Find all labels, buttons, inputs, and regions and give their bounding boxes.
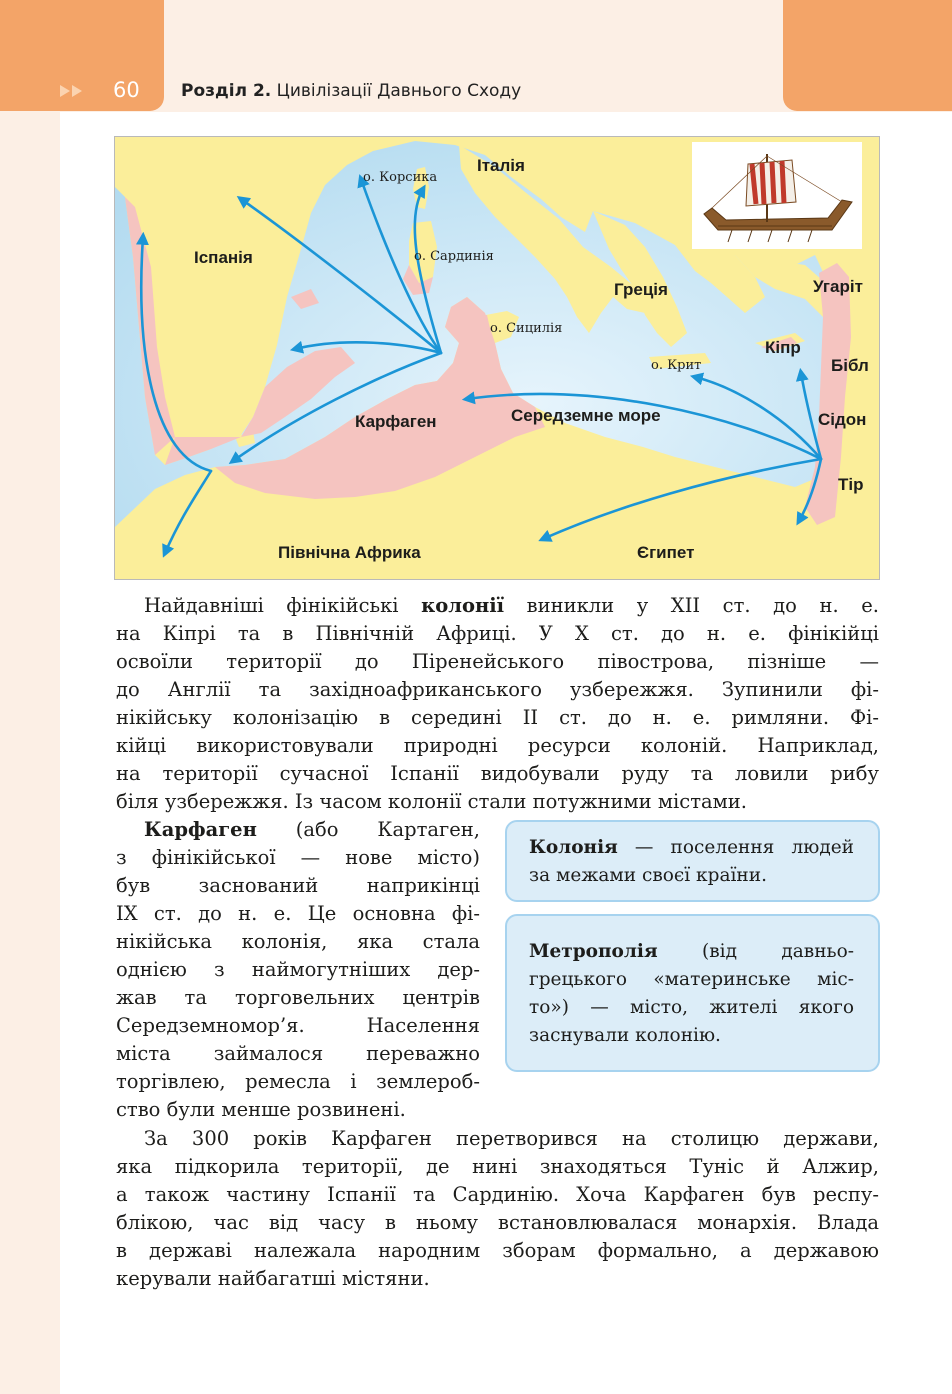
text-line: на Кіпрі та в Північній Африці. У X ст. до н. е. фінікійці	[116, 622, 879, 645]
text-line: однією з наймогутніших дер-	[116, 958, 480, 981]
paragraph-carthage-state	[116, 1125, 879, 1293]
map-label-crete: о. Крит	[651, 358, 702, 373]
term-colony: Колонія	[529, 837, 618, 858]
text-line: За 300 років Карфаген перетворився на столицю держави,	[144, 1127, 879, 1150]
phoenician-ship-image	[692, 142, 862, 249]
map-label-tyre: Тір	[838, 475, 864, 494]
text-line: керували найбагатші містяни.	[116, 1267, 430, 1290]
page-margin-strip	[0, 0, 60, 1394]
text-line: міста займалося переважно	[116, 1042, 480, 1065]
text-line: Найдавніші фінікійські колонії виникли у XII ст. до н. е.	[144, 594, 880, 617]
section-title: Цивілізації Давнього Сходу	[276, 81, 522, 101]
map-label-sidon: Сідон	[818, 410, 867, 429]
map-label-greece: Греція	[614, 280, 668, 299]
text-line: ство були менше розвинені.	[116, 1098, 406, 1121]
text-line: на території сучасної Іспанії видобували руду та ловили рибу	[116, 762, 879, 785]
map-label-spain: Іспанія	[194, 248, 253, 267]
map-label-sardinia: о. Сардинія	[414, 249, 494, 264]
term-metropolis: Метрополія	[529, 941, 658, 962]
map-label-carthage: Карфаген	[355, 412, 437, 431]
text-line: IX ст. до н. е. Це основна фі-	[116, 902, 480, 925]
header-tab-right	[783, 0, 952, 111]
definition-line: заснували колонію.	[529, 1025, 721, 1046]
section-label: Розділ 2.	[181, 81, 272, 101]
text-line: в державі належала народним зборам формально, а державою	[116, 1239, 879, 1262]
definition-metropolis	[505, 914, 880, 1072]
term-colonies: колонії	[421, 594, 505, 617]
text-line: а також частину Іспанії та Сардинію. Хоча Карфаген був респу-	[116, 1183, 879, 1206]
text-line: освоїли території до Піренейського півострова, пізніше —	[116, 650, 879, 673]
definition-line: грецького «материнське міс-	[529, 969, 854, 990]
text-line: з фінікійської — нове місто)	[116, 846, 480, 869]
definition-colony	[505, 820, 880, 902]
running-head	[181, 81, 521, 101]
map-label-corsica: о. Корсика	[363, 170, 438, 185]
text-line: торгівлею, ремесла і землероб-	[116, 1070, 480, 1093]
definition-line: Колонія — поселення людей	[529, 837, 854, 858]
text-line: нікійська колонія, яка стала	[116, 930, 480, 953]
map-label-mediterranean-sea: Середземне море	[511, 406, 661, 425]
definition-line: Метрополія (від давньо-	[529, 941, 854, 962]
phoenician-colonies-map	[114, 136, 880, 580]
page-number: 60	[113, 78, 140, 102]
map-label-byblos: Бібл	[831, 356, 869, 375]
text-line: був заснований наприкінці	[116, 874, 480, 897]
map-label-italy: Італія	[477, 156, 525, 175]
definition-line: то») — місто, жителі якого	[529, 997, 854, 1018]
term-carthage: Карфаген	[144, 818, 257, 841]
text-line: Карфаген (або Картаген,	[144, 818, 480, 841]
map-label-north-africa: Північна Африка	[278, 543, 421, 562]
text-line: Середземномор’я. Населення	[116, 1014, 480, 1037]
text-line: нікійську колонізацію в середині II ст. до н. е. римляни. Фі-	[116, 706, 879, 729]
text-line: до Англії та західноафриканського узбережжя. Зупинили фі-	[116, 678, 879, 701]
paragraph-colonies	[116, 592, 879, 816]
map-label-sicily: о. Сицилія	[490, 321, 563, 336]
text-line: жав та торговельних центрів	[116, 986, 480, 1009]
text-line: біля узбережжя. Із часом колонії стали потужними містами.	[116, 790, 747, 813]
text-line: кійці використовували природні ресурси колоній. Наприклад,	[116, 734, 879, 757]
text-line: блікою, час від часу в ньому встановлювалася монархія. Влада	[116, 1211, 879, 1234]
map-label-egypt: Єгипет	[637, 543, 695, 562]
ship-illustration	[692, 142, 862, 249]
map-label-cyprus: Кіпр	[765, 338, 801, 357]
definition-line: за межами своєї країни.	[529, 865, 767, 886]
double-arrow-icon	[60, 84, 84, 98]
paragraph-carthage	[116, 816, 480, 1124]
text-line: яка підкорила території, де нині знаходяться Туніс й Алжир,	[116, 1155, 879, 1178]
map-label-ugarit: Угаріт	[813, 277, 863, 296]
